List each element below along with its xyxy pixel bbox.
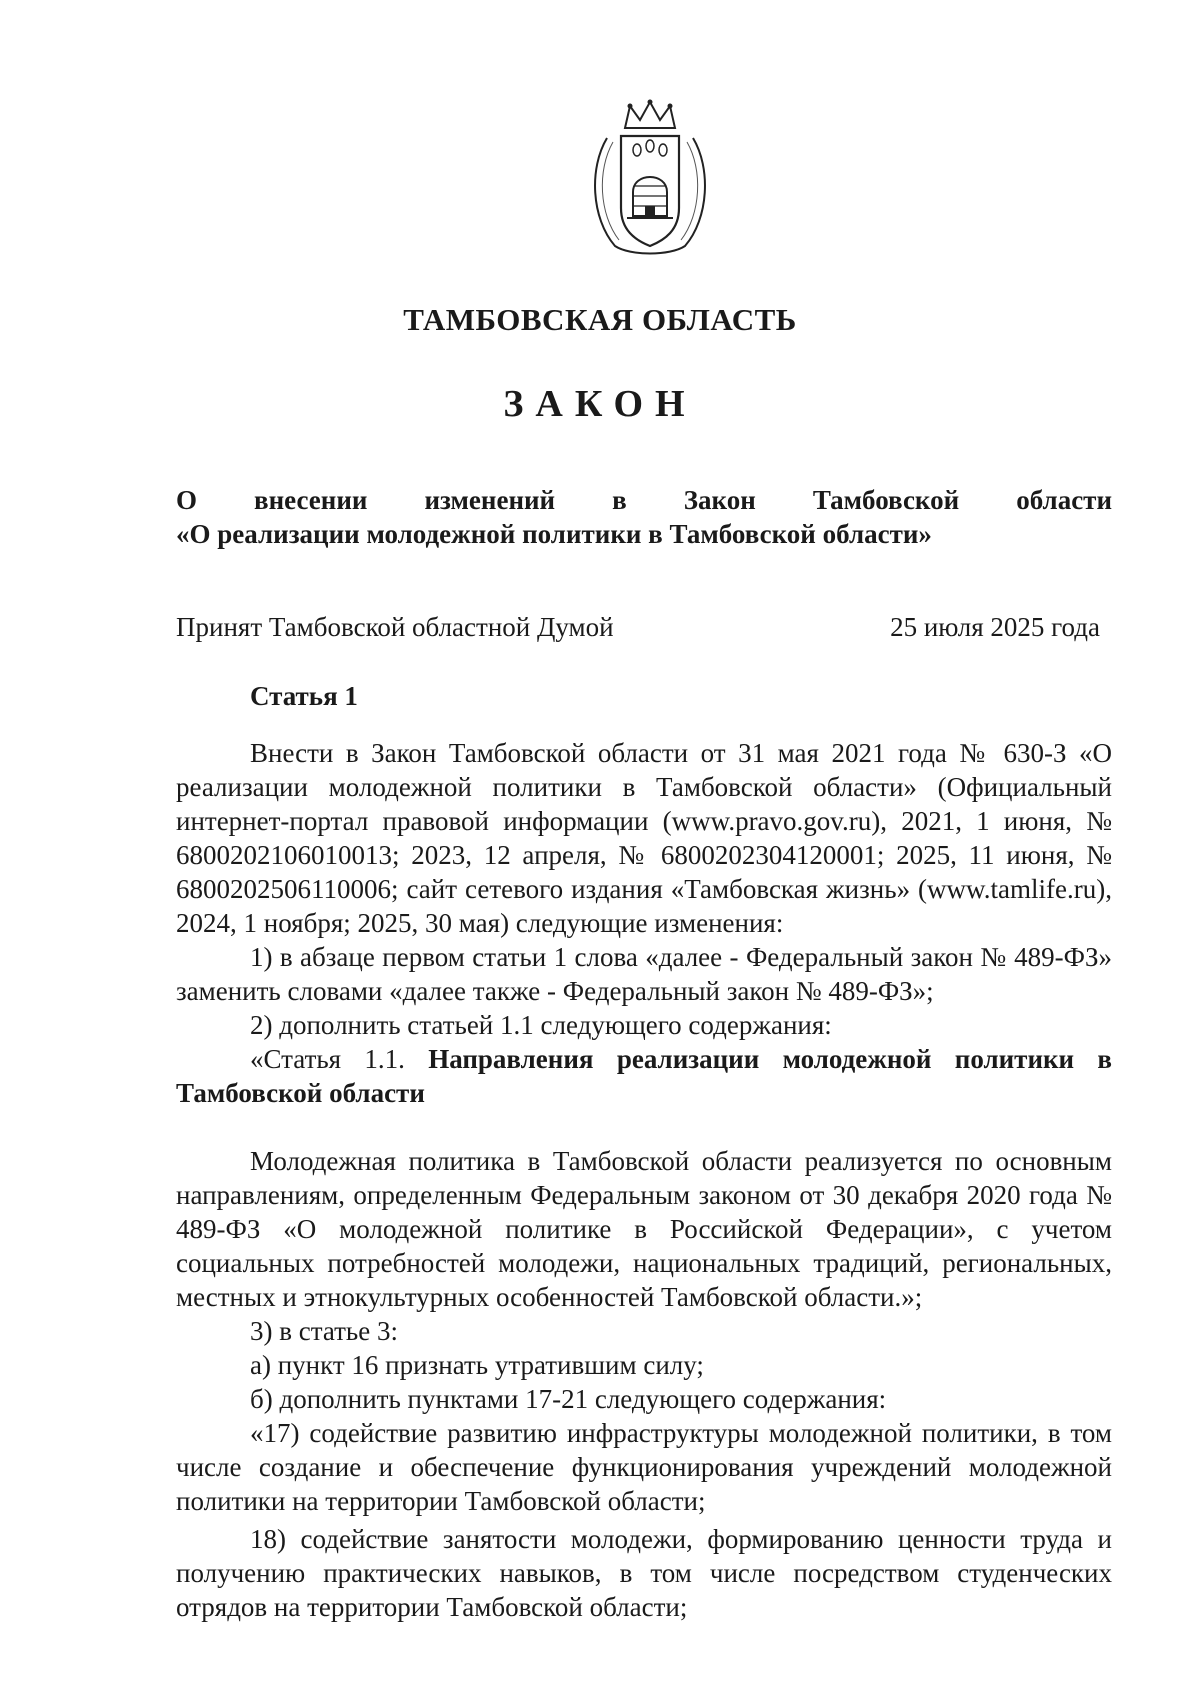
subject-word: Тамбовской <box>812 485 960 515</box>
new-article-prefix: «Статья 1.1. <box>250 1044 429 1074</box>
subject-word: изменений <box>424 485 556 515</box>
document-type: ЗАКОН <box>503 383 697 425</box>
subject-line-2: «О реализации молодежной политики в Тамбовской области» <box>176 519 932 549</box>
point-17: «17) содействие развитию инфраструктуры молодежной политики, в том числе создание и обеспечение функционирования учреждений молодежной политики на территории Тамбовской области; <box>176 1418 1112 1516</box>
adoption-line <box>176 612 1112 643</box>
new-article-title: Направления реализации молодежной политики в Тамбовской области <box>176 1044 1112 1108</box>
amendment-item-3b: б) дополнить пунктами 17-21 следующего содержания: <box>250 1384 887 1414</box>
tambov-coat-of-arms-icon <box>585 98 715 258</box>
amendment-item-2: 2) дополнить статьей 1.1 следующего содержания: <box>250 1010 832 1040</box>
subject-line-1 <box>176 483 1112 517</box>
article-title: Статья 1 <box>250 681 358 711</box>
subject-word: области <box>1016 485 1112 515</box>
adoption-date: 25 июля 2025 года <box>890 612 1100 642</box>
amendment-item-3: 3) в статье 3: <box>250 1316 398 1346</box>
region-title: ТАМБОВСКАЯ ОБЛАСТЬ <box>403 302 797 337</box>
subject-word: внесении <box>254 485 368 515</box>
amendment-item-1: 1) в абзаце первом статьи 1 слова «далее - Федеральный закон № 489-ФЗ» заменить словами «далее также - Федеральный закон № 489-ФЗ»; <box>176 942 1112 1006</box>
adopted-by: Принят Тамбовской областной Думой <box>176 612 614 642</box>
subject-word: в <box>612 485 627 515</box>
subject-word: Закон <box>683 485 756 515</box>
subject-word: О <box>176 485 198 515</box>
new-article-heading <box>176 1042 1112 1110</box>
article-body <box>176 736 1112 1624</box>
point-18: 18) содействие занятости молодежи, формированию ценности труда и получению практических навыков, в том числе посредством студенческих отрядов на территории Тамбовской области; <box>176 1524 1112 1622</box>
amendment-item-3a: а) пункт 16 признать утратившим силу; <box>250 1350 704 1380</box>
article-intro: Внести в Закон Тамбовской области от 31 мая 2021 года № 630-З «О реализации молодежной политики в Тамбовской области» (Официальный интернет-портал правовой информации (www.pravo.gov.ru), 2021, 1 июня, № 6800202106010013; 2023, 12 апреля, № 6800202304120001; 2025, 11 июня, № 6800202506110006; сайт сетевого издания «Тамбовская жизнь» (www.tamlife.ru), 2024, 1 ноября; 2025, 30 мая) следующие изменения: <box>176 738 1112 938</box>
law-subject <box>176 483 1112 551</box>
new-article-text: Молодежная политика в Тамбовской области реализуется по основным направлениям, определенным Федеральным законом от 30 декабря 2020 года № 489-ФЗ «О молодежной политике в Российской Федерации», с учетом социальных потребностей молодежи, национальных традиций, региональных, местных и этнокультурных особенностей Тамбовской области.»; <box>176 1146 1112 1312</box>
